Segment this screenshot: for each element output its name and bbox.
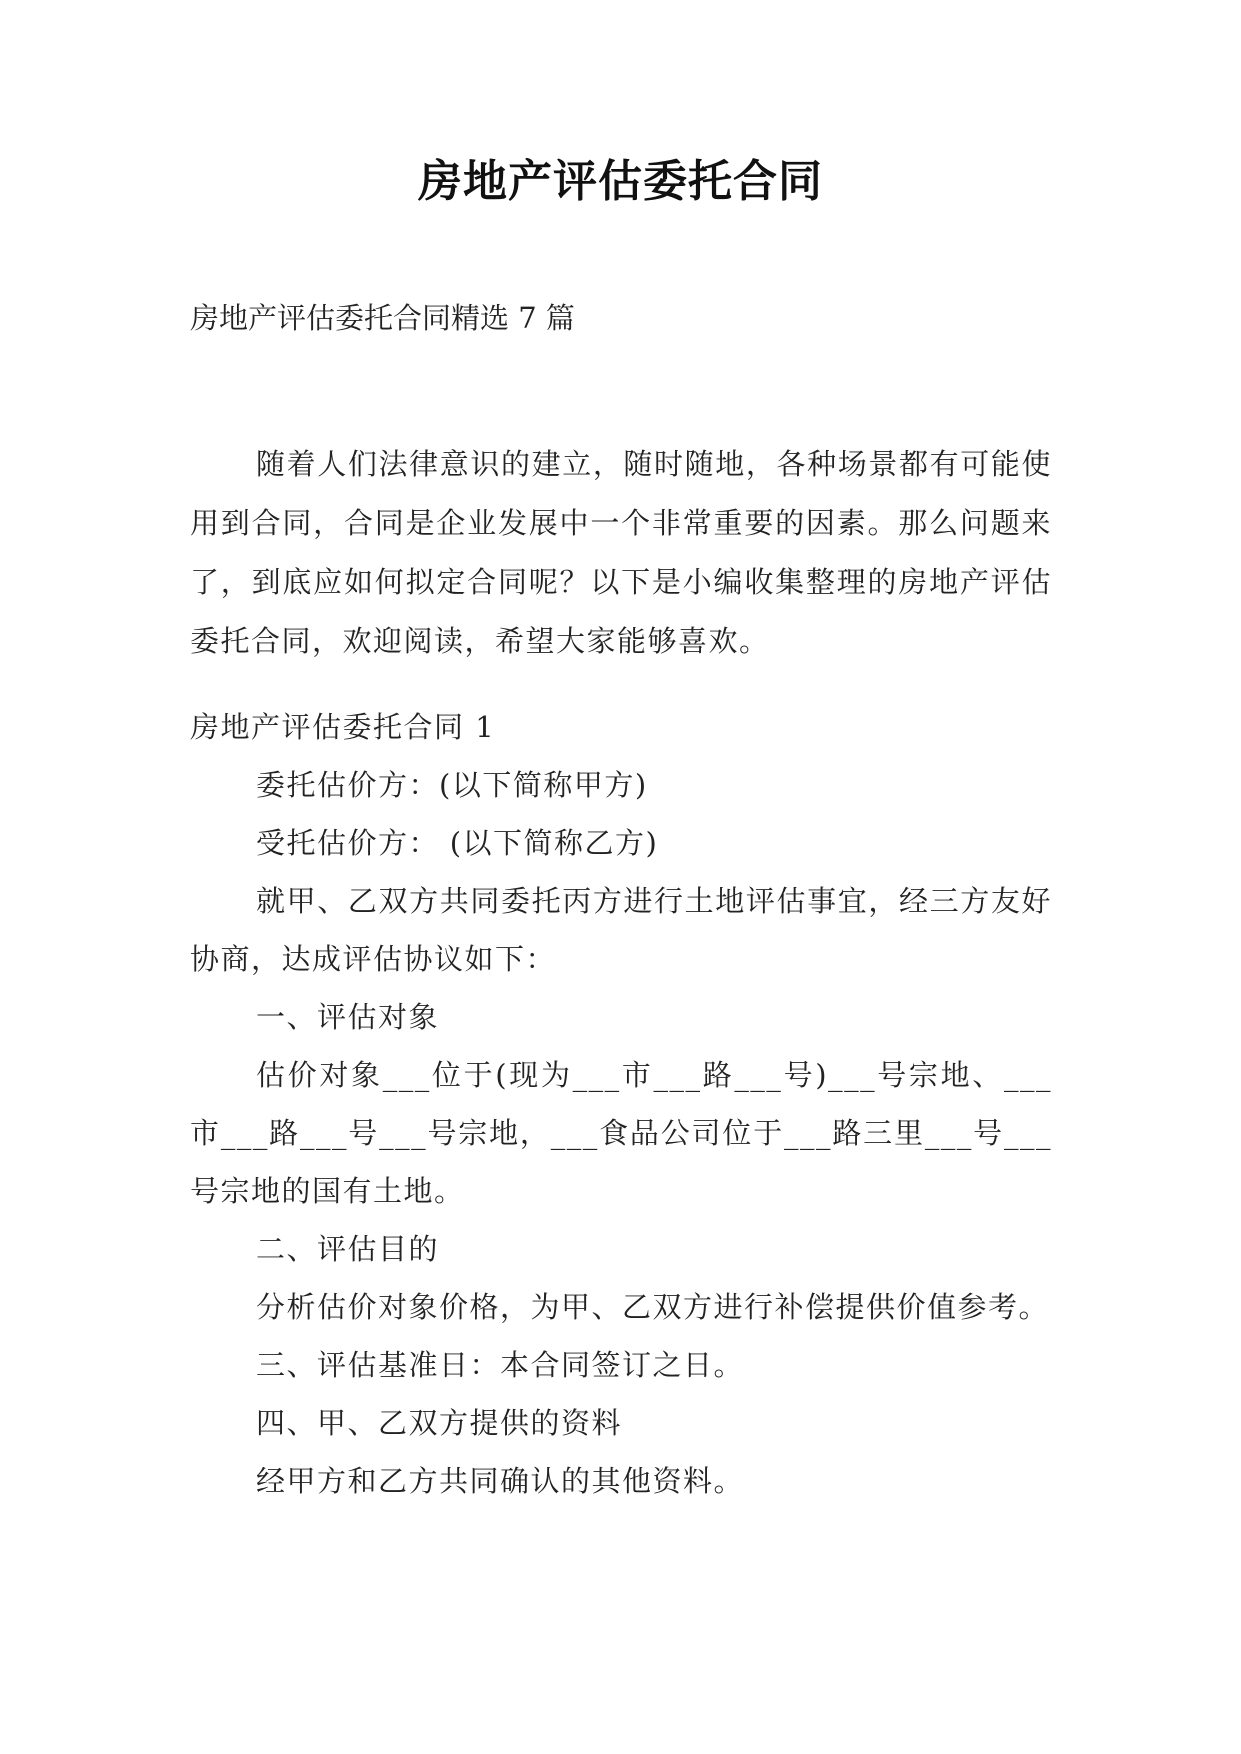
section-title: 房地产评估委托合同 1 bbox=[190, 710, 496, 744]
heading-appraisal-object: 一、评估对象 bbox=[256, 1000, 440, 1034]
paragraph-agreement-intro: 就甲、乙双方共同委托丙方进行土地评估事宜，经三方友好协商，达成评估协议如下： bbox=[190, 884, 1052, 976]
heading-materials: 四、甲、乙双方提供的资料 bbox=[256, 1406, 623, 1440]
paragraph-appraisal-purpose: 分析估价对象价格，为甲、乙双方进行补偿提供价值参考。 bbox=[256, 1290, 1050, 1324]
document-subtitle: 房地产评估委托合同精选 7 篇 bbox=[190, 301, 575, 335]
paragraph-appraisal-object: 估价对象___位于(现为___市___路___号)___号宗地、___市___路___号___号宗地，___食品公司位于___路三里___号___号宗地的国有土地。 bbox=[190, 1058, 1052, 1208]
document-title: 房地产评估委托合同 bbox=[418, 156, 823, 207]
paragraph-materials: 经甲方和乙方共同确认的其他资料。 bbox=[256, 1464, 745, 1498]
paragraph-appraiser-party: 受托估价方： (以下简称乙方) bbox=[256, 826, 659, 860]
paragraph-base-date: 三、评估基准日：本合同签订之日。 bbox=[256, 1348, 745, 1382]
intro-paragraph: 随着人们法律意识的建立，随时随地，各种场景都有可能使用到合同，合同是企业发展中一个非常重要的因素。那么问题来了，到底应如何拟定合同呢？以下是小编收集整理的房地产评估委托合同，欢迎阅读，希望大家能够喜欢。 bbox=[190, 447, 1052, 658]
paragraph-client-party: 委托估价方：(以下简称甲方) bbox=[256, 768, 648, 802]
heading-appraisal-purpose: 二、评估目的 bbox=[256, 1232, 440, 1266]
contract-body bbox=[190, 698, 1052, 1510]
